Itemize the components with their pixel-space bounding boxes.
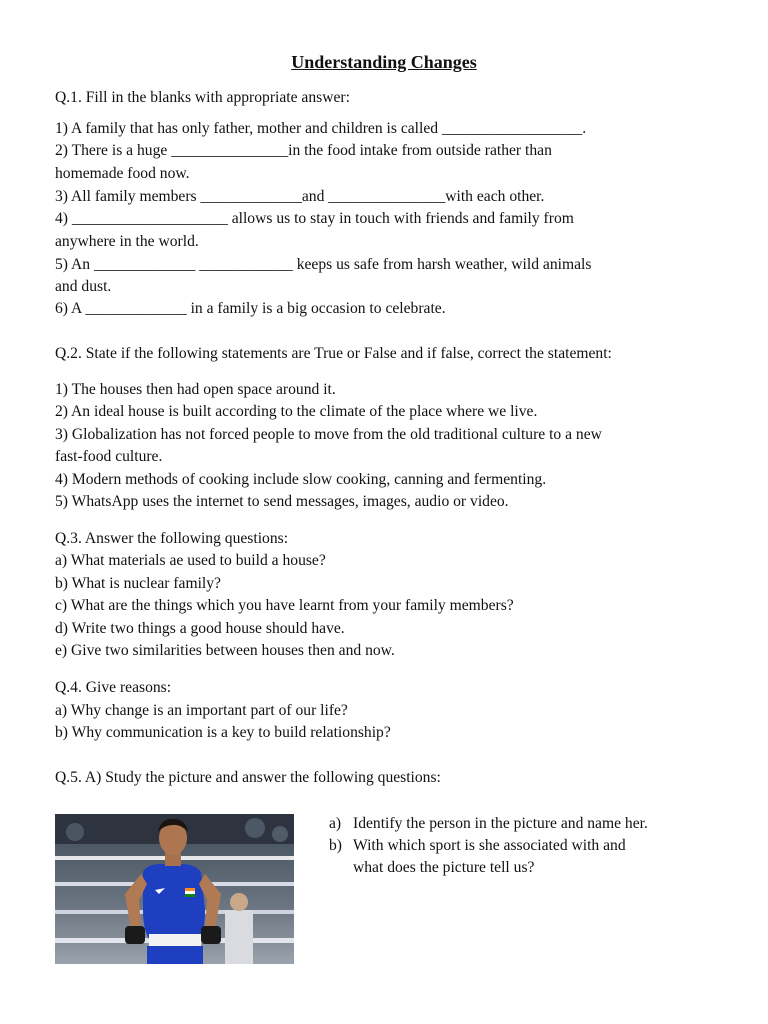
q2-line: 5) WhatsApp uses the internet to send messages, images, audio or video. — [55, 493, 509, 510]
q1-line: 5) An _____________ ____________ keeps us safe from harsh weather, wild animals — [55, 256, 592, 273]
question-marker: b) — [329, 837, 342, 854]
q2-heading: Q.2. State if the following statements are True or False and if false, correct the statement: — [55, 345, 612, 362]
q5-question-a — [329, 814, 648, 834]
q2-line: 1) The houses then had open space around it. — [55, 381, 336, 398]
q1-line: 6) A _____________ in a family is a big occasion to celebrate. — [55, 300, 446, 317]
q5-heading: Q.5. A) Study the picture and answer the following questions: — [55, 769, 441, 786]
q1-heading: Q.1. Fill in the blanks with appropriate answer: — [55, 89, 350, 106]
q1-line: 4) ____________________ allows us to stay in touch with friends and family from — [55, 210, 574, 227]
question-text: what does the picture tell us? — [353, 859, 535, 876]
q5-question-b-continued — [329, 858, 534, 878]
q2-line: fast-food culture. — [55, 448, 163, 465]
q2-line: 2) An ideal house is built according to the climate of the place where we live. — [55, 403, 538, 420]
q3-line: e) Give two similarities between houses then and now. — [55, 642, 395, 659]
worksheet-title: Understanding Changes — [291, 52, 477, 72]
question-text: With which sport is she associated with and — [353, 837, 626, 854]
q1-line: 3) All family members _____________and _______________with each other. — [55, 188, 545, 205]
q4-heading: Q.4. Give reasons: — [55, 679, 172, 696]
q2-line: 4) Modern methods of cooking include slow cooking, canning and fermenting. — [55, 471, 547, 488]
q3-line: d) Write two things a good house should have. — [55, 620, 345, 637]
question-marker: a) — [329, 815, 342, 832]
q1-line: 1) A family that has only father, mother and children is called __________________. — [55, 120, 587, 137]
boxer-photo — [55, 814, 294, 964]
q5-question-b — [329, 836, 626, 856]
q3-line: c) What are the things which you have learnt from your family members? — [55, 597, 514, 614]
q1-line: 2) There is a huge _______________in the food intake from outside rather than — [55, 142, 552, 159]
q4-line: b) Why communication is a key to build relationship? — [55, 724, 391, 741]
q3-heading: Q.3. Answer the following questions: — [55, 530, 289, 547]
q1-line: anywhere in the world. — [55, 233, 199, 250]
q2-line: 3) Globalization has not forced people to move from the old traditional culture to a new — [55, 426, 602, 443]
q1-line: and dust. — [55, 278, 112, 295]
q1-line: homemade food now. — [55, 165, 190, 182]
q3-line: a) What materials ae used to build a house? — [55, 552, 326, 569]
q4-line: a) Why change is an important part of our life? — [55, 702, 348, 719]
q3-line: b) What is nuclear family? — [55, 575, 221, 592]
question-text: Identify the person in the picture and name her. — [353, 815, 648, 832]
